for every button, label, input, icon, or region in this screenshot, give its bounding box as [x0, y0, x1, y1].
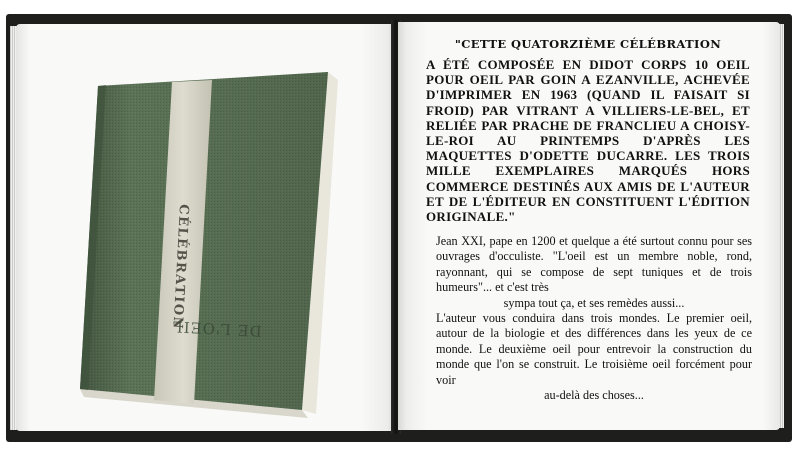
colophon-body: A ÉTÉ COMPOSÉE EN DIDOT CORPS 10 OEIL POUR OEIL PAR GOIN A EZANVILLE, ACHEVÉE D'IMPRIMER EN 1963 (QUAND IL FAISAIT SI FROID) PAR VITRANT A VILLIERS-LE-BEL, ET RELIÉE PAR PRACHE DE FRANCLIEU A CHOISY-LE-ROI AU PRINTEMPS D'APRÈS LES MAQUETTES D'ODETTE DUCARRE. LES TROIS MILLE EXEMPLAIRES MARQUÉS HORS COMMERCE DESTINÉS AUX AMIS DE L'AUTEUR ET DE L'ÉDITEUR EN CONSTITUENT L'ÉDITION ORIGINALE." [426, 57, 750, 225]
cover-band-title: CÉLÉBRATION [169, 203, 191, 331]
right-page [398, 22, 780, 430]
colophon-title: "CETTE QUATORZIÈME CÉLÉBRATION [454, 37, 722, 51]
description-paragraph-1: Jean XXI, pape en 1200 et quelque a été surtout connu pour ses ouvrages d'occuliste. "L'oeil est un membre noble, rond, rayonnant, qui se compose de sept tuniques et de trois humeurs"... et c'est très [436, 234, 752, 295]
colophon [426, 37, 750, 224]
description-paragraph-2: L'auteur vous conduira dans trois mondes. Le premier oeil, autour de la biologie et des différences dans les yeux de ce monde. Le deuxième oeil pour entrevoir la construction du monde que l'on se construit. Le troisième oeil forcément pour voir [436, 311, 752, 387]
description [436, 234, 752, 403]
book-cover-photo [76, 54, 366, 424]
description-paragraph-1-end: sympa tout ça, et ses remèdes aussi... [503, 295, 685, 310]
description-paragraph-2-end: au-delà des choses... [544, 388, 644, 403]
left-page [16, 24, 394, 431]
cover-title-text: DE L'OEIL [171, 317, 263, 340]
